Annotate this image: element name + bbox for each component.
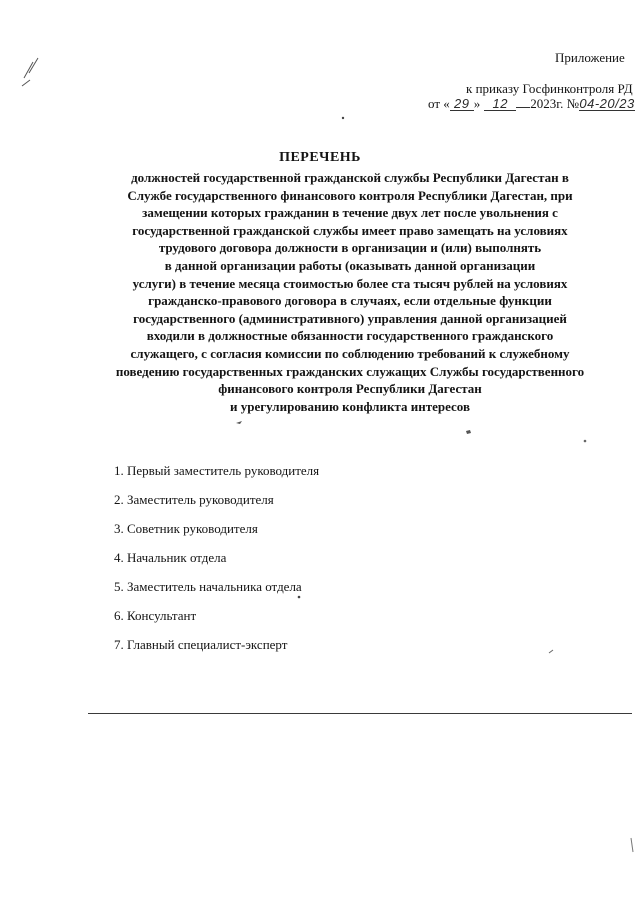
handwritten-day: 29 (450, 97, 474, 111)
heading-line: замещении которых гражданин в течение двух лет после увольнения с (142, 205, 558, 221)
heading-line: трудового договора должности в организации и (или) выполнять (158, 240, 542, 256)
list-item: 3. Советник руководителя (114, 521, 258, 536)
date-prefix: от « (428, 96, 450, 111)
document-title: ПЕРЕЧЕНЬ (279, 150, 361, 165)
heading-line: должностей государственной гражданской службы Республики Дагестан в (131, 170, 569, 185)
footer-divider (88, 713, 632, 714)
order-reference: к приказу Госфинконтроля РД (466, 81, 633, 96)
heading-line: входили в должностные обязанности государственного гражданского (146, 328, 554, 344)
scan-speck (342, 117, 344, 119)
list-item: 7. Главный специалист-эксперт (114, 637, 288, 652)
date-blank (516, 107, 530, 108)
handwritten-order-number: 04-20/23 (579, 96, 635, 111)
heading-line: финансового контроля Республики Дагестан (218, 381, 482, 397)
scan-speck (584, 440, 587, 443)
heading-line: государственного (административного) управления данной организацией (133, 310, 567, 326)
heading-line: государственной гражданской службы имеет право замещать на условиях (132, 222, 568, 238)
heading-line: Службе государственного финансового контроля Республики Дагестан, при (127, 187, 573, 203)
document-heading-text (60, 169, 640, 415)
heading-line: и урегулированию конфликта интересов (229, 398, 470, 414)
list-item: 5. Заместитель начальника отдела (114, 579, 302, 594)
heading-line: поведению государственных гражданских служащих Службы государственного (115, 363, 585, 379)
scan-speck (236, 421, 242, 424)
appendix-label: Приложение (555, 50, 625, 65)
order-date-line (428, 96, 635, 112)
scan-streak-mark (22, 58, 38, 86)
heading-line: в данной организации работы (оказывать данной организации (164, 257, 536, 273)
list-item: 1. Первый заместитель руководителя (114, 463, 320, 478)
heading-line: служащего, с согласия комиссии по соблюдению требований к служебному (130, 345, 570, 361)
heading-line: гражданско-правового договора в случаях, если отдельные функции (148, 293, 552, 309)
handwritten-month: 12 (484, 97, 516, 111)
date-separator: » (473, 96, 481, 111)
list-item: 4. Начальник отдела (114, 550, 227, 565)
year-and-number-label: 2023г. № (530, 96, 580, 111)
list-item: 2. Заместитель руководителя (114, 492, 274, 507)
positions-list (114, 463, 319, 666)
scan-speck (549, 650, 553, 653)
list-item: 6. Консультант (114, 608, 197, 623)
heading-line: услуги) в течение месяца стоимостью более ста тысяч рублей на условиях (132, 275, 568, 291)
scan-streak-mark (631, 838, 633, 852)
scan-speck (466, 430, 471, 434)
